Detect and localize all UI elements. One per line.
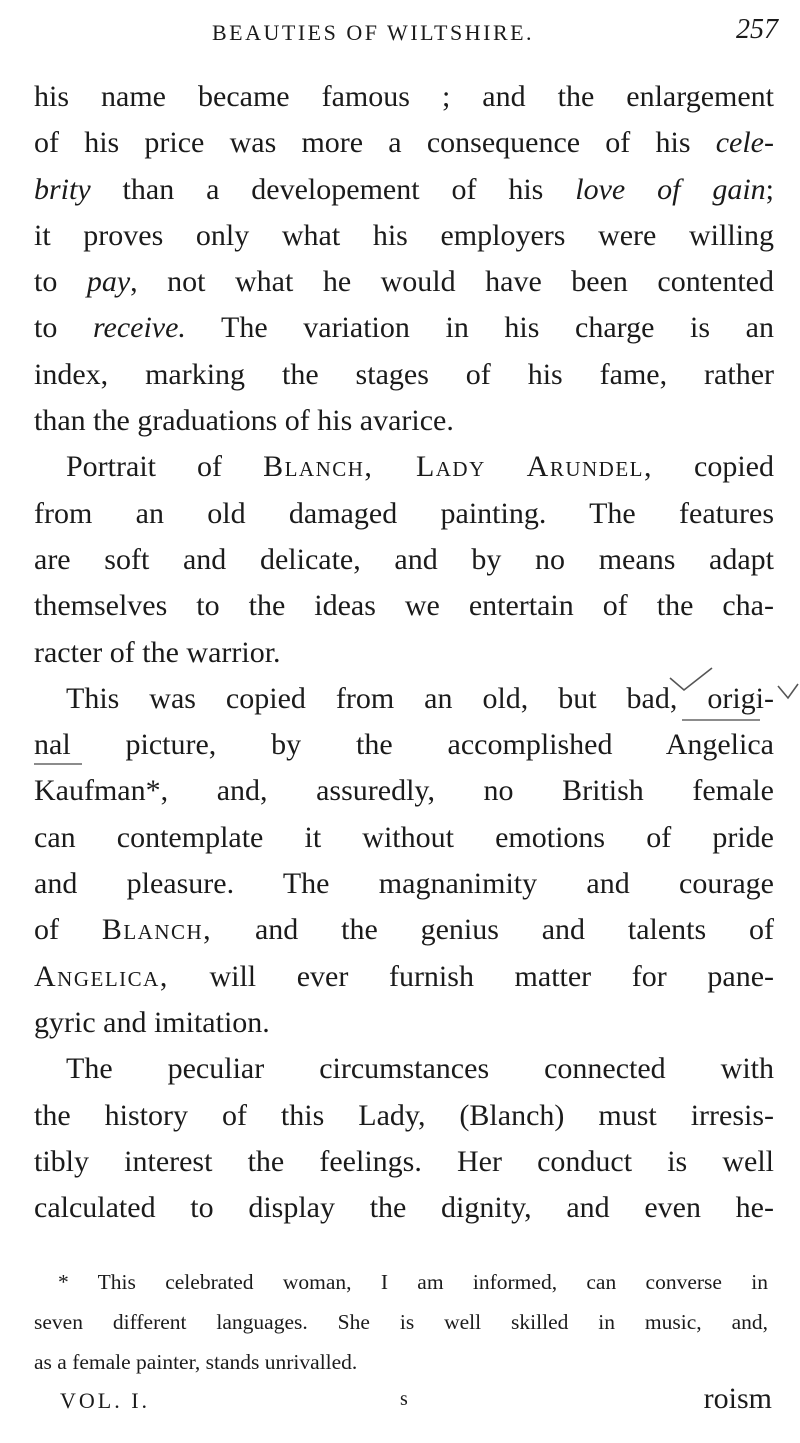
text-line bbox=[34, 1139, 774, 1185]
text-line bbox=[34, 491, 774, 537]
text-line bbox=[34, 630, 774, 676]
footnote-line: * This celebrated woman, I am informed, can converse in bbox=[58, 1270, 768, 1294]
text-segment: brity bbox=[34, 172, 91, 206]
text-line bbox=[34, 444, 774, 490]
text-line bbox=[34, 120, 774, 166]
text-segment: Blanch, bbox=[101, 913, 213, 947]
page-footer bbox=[60, 1382, 772, 1422]
footnote-line: as a female painter, stands unrivalled. bbox=[34, 1350, 358, 1374]
text-line bbox=[34, 722, 774, 768]
text-line bbox=[34, 213, 774, 259]
text-segment: can contemplate it without emotions of pride bbox=[34, 820, 774, 854]
margin-tick-icon bbox=[778, 684, 798, 698]
text-segment: tibly interest the feelings. Her conduct is well bbox=[34, 1144, 774, 1178]
text-line bbox=[34, 537, 774, 583]
text-line bbox=[34, 167, 774, 213]
text-segment: from an old damaged painting. The features bbox=[34, 496, 774, 530]
signature-mark: s bbox=[400, 1388, 408, 1410]
text-line bbox=[34, 861, 774, 907]
text-segment: will ever furnish matter for pane- bbox=[168, 959, 774, 993]
text-segment: index, marking the stages of his fame, rather bbox=[34, 357, 774, 391]
text-line bbox=[34, 676, 774, 722]
running-title: BEAUTIES OF WILTSHIRE. bbox=[212, 20, 535, 45]
text-segment: racter of the warrior. bbox=[34, 635, 281, 669]
text-segment: This was copied from an old, but bad, origi- bbox=[66, 681, 774, 715]
page-number: 257 bbox=[736, 14, 778, 45]
text-segment: Angelica, bbox=[34, 959, 169, 993]
text-segment: The peculiar circumstances connected with bbox=[66, 1052, 774, 1086]
text-line bbox=[34, 1093, 774, 1139]
text-line bbox=[34, 583, 774, 629]
text-segment: calculated to display the dignity, and even he- bbox=[34, 1191, 774, 1225]
text-segment: copied bbox=[652, 450, 774, 484]
text-segment: , not what he would have been contented bbox=[130, 265, 775, 299]
text-line bbox=[34, 907, 774, 953]
text-segment: to bbox=[34, 311, 93, 345]
text-segment: of his price was more a consequence of his bbox=[34, 126, 716, 160]
text-line bbox=[34, 74, 774, 120]
text-segment: and the genius and talents of bbox=[212, 913, 774, 947]
text-segment: Blanch, Lady Arundel, bbox=[263, 450, 653, 484]
text-line bbox=[34, 1000, 774, 1046]
text-segment: pay bbox=[86, 265, 131, 299]
text-segment: Portrait of bbox=[66, 450, 264, 484]
text-line bbox=[34, 259, 774, 305]
text-segment: than the graduations of his avarice. bbox=[34, 404, 454, 438]
text-segment: The variation in his charge is an bbox=[185, 311, 774, 345]
text-segment: Kaufman*, and, assuredly, no British female bbox=[34, 774, 774, 808]
text-line bbox=[34, 352, 774, 398]
text-segment: receive. bbox=[92, 311, 186, 345]
text-line bbox=[34, 398, 774, 444]
text-segment: are soft and delicate, and by no means adapt bbox=[34, 542, 774, 576]
text-segment: his name became famous ; and the enlargement bbox=[34, 80, 774, 113]
text-segment: of bbox=[34, 913, 102, 947]
text-line bbox=[34, 1046, 774, 1092]
footnote-line: seven different languages. She is well skilled in music, and, bbox=[34, 1310, 768, 1334]
catchword: roism bbox=[703, 1382, 772, 1415]
text-segment: love of gain bbox=[575, 172, 766, 206]
text-segment: themselves to the ideas we entertain of the cha- bbox=[34, 589, 774, 623]
text-segment: it proves only what his employers were willing bbox=[34, 218, 774, 252]
text-segment: and pleasure. The magnanimity and courage bbox=[34, 867, 774, 901]
text-segment: the history of this Lady, (Blanch) must irresis- bbox=[34, 1098, 774, 1132]
text-segment: nal picture, by the accomplished Angelica bbox=[34, 728, 774, 762]
text-segment: to bbox=[34, 265, 87, 299]
text-line bbox=[34, 768, 774, 814]
text-line bbox=[34, 305, 774, 351]
text-line bbox=[34, 815, 774, 861]
text-segment: gyric and imitation. bbox=[34, 1005, 270, 1039]
text-segment: ; bbox=[765, 172, 775, 206]
text-line bbox=[34, 954, 774, 1000]
volume-mark: VOL. I. bbox=[60, 1388, 151, 1413]
text-segment: than a developement of his bbox=[90, 172, 576, 206]
page-header bbox=[212, 14, 784, 54]
text-line bbox=[34, 1185, 774, 1231]
footnote bbox=[34, 1262, 768, 1382]
text-segment: cele- bbox=[715, 126, 774, 160]
body-text bbox=[34, 74, 774, 1231]
